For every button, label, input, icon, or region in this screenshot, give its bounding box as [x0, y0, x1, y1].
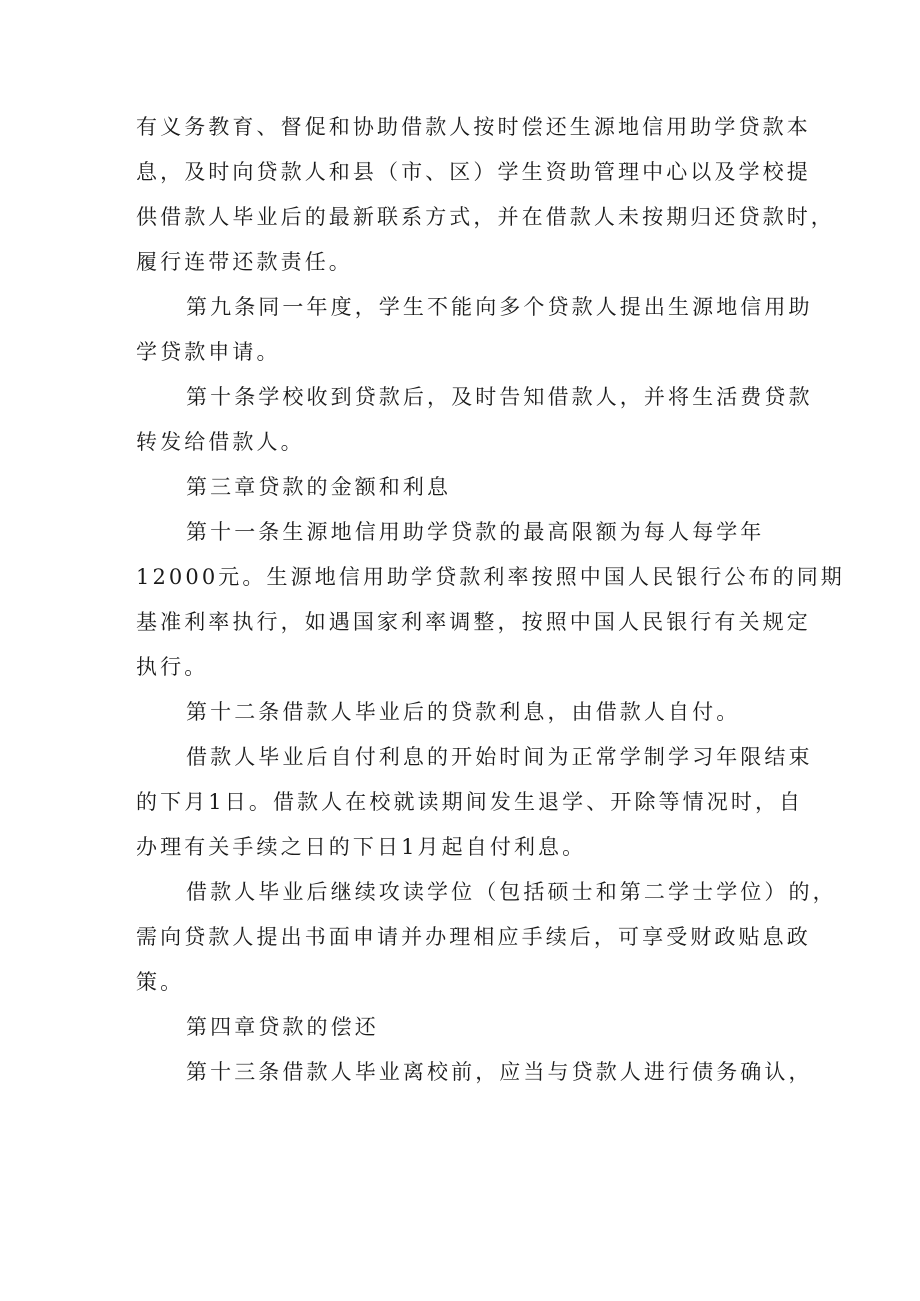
text-line: 学贷款申请。: [136, 340, 281, 364]
article-11-line: 第十一条生源地信用助学贷款的最高限额为每人每学年: [186, 520, 765, 544]
text-line: 执行。: [136, 655, 209, 679]
article-10-line: 第十条学校收到贷款后，及时告知借款人，并将生活费贷款: [186, 385, 813, 409]
document-body: [136, 113, 845, 1103]
text-line: 办理有关手续之日的下日1月起自付利息。: [136, 835, 587, 859]
article-12-line: 第十二条借款人毕业后的贷款利息，由借款人自付。: [186, 700, 741, 724]
text-line: 息，及时向贷款人和县（市、区）学生资助管理中心以及学校提: [136, 160, 811, 184]
text-line: 转发给借款人。: [136, 430, 305, 454]
text-line: 基准利率执行，如遇国家利率调整，按照中国人民银行有关规定: [136, 610, 811, 634]
text-line: 供借款人毕业后的最新联系方式，并在借款人未按期归还贷款时，: [136, 205, 835, 229]
text-line: 履行连带还款责任。: [136, 250, 353, 274]
text-line: 有义务教育、督促和协助借款人按时偿还生源地信用助学贷款本: [136, 115, 811, 139]
paragraph-line: 借款人毕业后自付利息的开始时间为正常学制学习年限结束: [186, 745, 813, 769]
paragraph-line: 借款人毕业后继续攻读学位（包括硕士和第二学士学位）的，: [186, 880, 837, 904]
article-9-line: 第九条同一年度，学生不能向多个贷款人提出生源地信用助: [186, 295, 813, 319]
article-13-line: 第十三条借款人毕业离校前，应当与贷款人进行债务确认，: [186, 1060, 813, 1084]
chapter-4-heading: 第四章贷款的偿还: [186, 1015, 379, 1039]
chapter-3-heading: 第三章贷款的金额和利息: [186, 475, 452, 499]
text-line: 策。: [136, 970, 185, 994]
text-line: 12000元。生源地信用助学贷款利率按照中国人民银行公布的同期: [136, 565, 845, 589]
text-line: 需向贷款人提出书面申请并办理相应手续后，可享受财政贴息政: [136, 925, 811, 949]
text-line: 的下月1日。借款人在校就读期间发生退学、开除等情况时，自: [136, 790, 804, 814]
